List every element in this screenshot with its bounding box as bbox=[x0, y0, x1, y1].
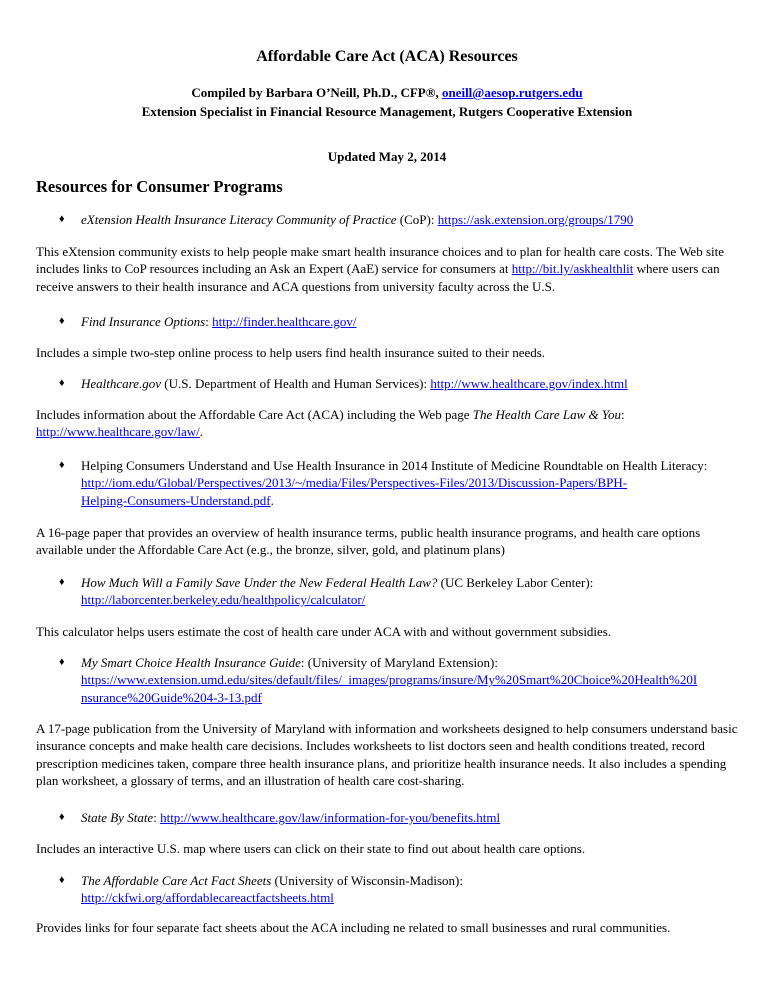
resource-bullet bbox=[59, 457, 738, 509]
bullet-diamond-icon: ♦ bbox=[59, 213, 65, 225]
resource-description bbox=[36, 406, 738, 441]
resource-name: State By State bbox=[81, 810, 154, 825]
resource-link[interactable]: http://www.healthcare.gov/index.html bbox=[430, 376, 628, 391]
resource-description: A 17-page publication from the University of Maryland with information and worksheets designed to help consumers understand basic insurance concepts and make health care decisions. Includes worksheets to list doctors seen and health conditions treated, record prescription medicines taken, compare three health insurance plans, and prioritize health insurance needs. It also includes a spending plan worksheet, a glossary of terms, and an illustration of health care cost-sharing. bbox=[36, 721, 738, 789]
description-text: This eXtension community exists to help people make smart health insurance choices and to plan for health care costs. The Web site includes links to CoP resources including an Ask an Expert (AaE) service for consumers at bbox=[36, 244, 725, 277]
resource-link[interactable]: https://ask.extension.org/groups/1790 bbox=[437, 212, 634, 227]
updated-date: Updated May 2, 2014 bbox=[327, 149, 447, 164]
description-text: where users can receive answers to their health insurance and ACA questions from university faculty across the U.S. bbox=[36, 261, 720, 294]
resource-bullet bbox=[59, 211, 738, 228]
bullet-diamond-icon: ♦ bbox=[59, 576, 65, 588]
resource-bullet bbox=[59, 654, 738, 706]
page-title: Affordable Care Act (ACA) Resources bbox=[256, 48, 518, 65]
resource-link[interactable]: http://ckfwi.org/affordablecareactfactsheets.html bbox=[81, 890, 334, 906]
resource-description: Includes a simple two-step online process to help users find health insurance suited to their needs. bbox=[36, 345, 546, 360]
bullet-diamond-icon: ♦ bbox=[59, 811, 65, 823]
resource-link[interactable]: http://www.healthcare.gov/law/information-for-you/benefits.html bbox=[160, 810, 501, 825]
resource-end: . bbox=[270, 492, 274, 508]
resource-description: A 16-page paper that provides an overview of health insurance terms, public health insurance programs, and health care options available under the Affordable Care Act (e.g., the bronze, silver, gold, and platinum plans) bbox=[36, 525, 701, 558]
resource-source: : bbox=[153, 810, 161, 825]
resource-name: Find Insurance Options bbox=[81, 314, 206, 329]
description-italic: The Health Care Law & You bbox=[472, 407, 621, 422]
resource-source: (U.S. Department of Health and Human Services): bbox=[161, 376, 431, 391]
resource-bullet bbox=[59, 574, 738, 609]
resource-link[interactable]: http://iom.edu/Global/Perspectives/2013/~/media/Files/Perspectives-Files/2013/Discussion-Papers/BPH- bbox=[81, 475, 628, 491]
resource-source: (UC Berkeley Labor Center): bbox=[437, 575, 594, 590]
resource-description: Provides links for four separate fact sheets about the ACA including ne related to small businesses and rural communities. bbox=[36, 920, 671, 935]
compiled-by-text: Compiled by Barbara O’Neill, Ph.D., CFP®, bbox=[191, 85, 439, 100]
resource-name: Healthcare.gov bbox=[81, 376, 162, 391]
section-heading: Resources for Consumer Programs bbox=[36, 177, 283, 196]
description-text: . bbox=[199, 424, 204, 440]
resource-description bbox=[36, 243, 738, 295]
resource-source: : (University of Maryland Extension): bbox=[300, 655, 499, 670]
resource-link[interactable]: http://finder.healthcare.gov/ bbox=[212, 314, 357, 329]
description-text: : bbox=[620, 407, 625, 422]
resource-name: Helping Consumers Understand and Use Health Insurance in 2014 Institute of Medicine Roundtable on Health Literacy: bbox=[81, 458, 708, 473]
resource-link-continued[interactable]: nsurance%20Guide%204-3-13.pdf bbox=[81, 689, 262, 705]
resource-description: This calculator helps users estimate the cost of health care under ACA with and without government subsidies. bbox=[36, 624, 612, 639]
resource-bullet bbox=[59, 872, 738, 907]
resource-source: (CoP): bbox=[396, 212, 438, 227]
bullet-diamond-icon: ♦ bbox=[59, 459, 65, 471]
bullet-diamond-icon: ♦ bbox=[59, 315, 65, 327]
bullet-diamond-icon: ♦ bbox=[59, 874, 65, 886]
resource-bullet bbox=[59, 375, 738, 392]
resource-link[interactable]: https://www.extension.umd.edu/sites/default/files/_images/programs/insure/My%20Smart%20Choice%20Health%20I bbox=[81, 672, 698, 688]
resource-name: The Affordable Care Act Fact Sheets bbox=[81, 873, 272, 888]
resource-bullet bbox=[59, 809, 738, 826]
resource-name: How Much Will a Family Save Under the New Federal Health Law? bbox=[81, 575, 438, 590]
compiled-by-line bbox=[36, 84, 738, 101]
resource-description: Includes an interactive U.S. map where users can click on their state to find out about health care options. bbox=[36, 841, 586, 856]
affiliation-line: Extension Specialist in Financial Resource Management, Rutgers Cooperative Extension bbox=[141, 104, 633, 119]
resource-name: My Smart Choice Health Insurance Guide bbox=[81, 655, 301, 670]
resource-link[interactable]: http://laborcenter.berkeley.edu/healthpolicy/calculator/ bbox=[81, 592, 366, 608]
resource-source: (University of Wisconsin-Madison): bbox=[271, 873, 463, 888]
askhealthlit-link[interactable]: http://bit.ly/askhealthlit bbox=[511, 261, 634, 277]
law-page-link[interactable]: http://www.healthcare.gov/law/ bbox=[36, 424, 200, 440]
resource-link-continued[interactable]: Helping-Consumers-Understand.pdf bbox=[81, 492, 271, 508]
description-text: Includes information about the Affordable Care Act (ACA) including the Web page bbox=[36, 407, 473, 422]
resource-source: : bbox=[205, 314, 213, 329]
resource-bullet bbox=[59, 313, 738, 330]
resource-name: eXtension Health Insurance Literacy Community of Practice bbox=[81, 212, 397, 227]
bullet-diamond-icon: ♦ bbox=[59, 377, 65, 389]
bullet-diamond-icon: ♦ bbox=[59, 656, 65, 668]
author-email-link[interactable]: oneill@aesop.rutgers.edu bbox=[441, 85, 583, 100]
